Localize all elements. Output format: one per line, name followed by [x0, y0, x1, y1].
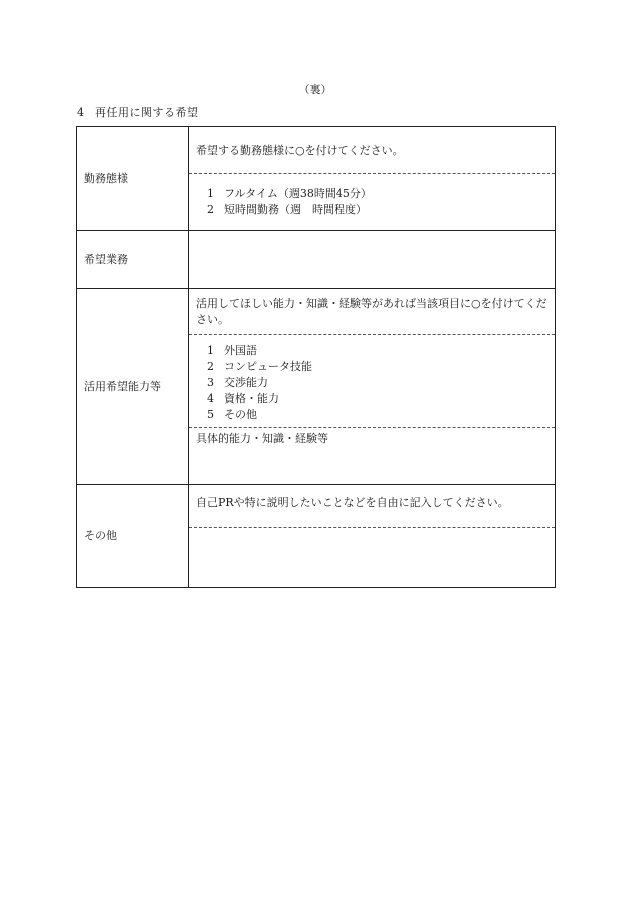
- option-text: 外国語: [224, 344, 257, 357]
- section-number: 4: [77, 106, 85, 119]
- other-label: その他: [77, 485, 189, 587]
- abilities-specific-label: 具体的能力・知識・経験等: [196, 432, 328, 445]
- abilities-label: 活用希望能力等: [77, 289, 189, 484]
- abilities-option-3[interactable]: [196, 375, 548, 391]
- abilities-option-5[interactable]: [196, 407, 548, 423]
- other-instruction: 自己PRや特に説明したいことなどを自由に記入してください。: [196, 496, 509, 509]
- row-desired-work: [77, 230, 555, 288]
- option-number: 2: [207, 359, 214, 373]
- work-style-options[interactable]: [189, 173, 555, 229]
- work-style-option-list: [196, 186, 548, 218]
- request-form-table: [76, 126, 556, 588]
- section-title-text: 再任用に関する希望: [95, 106, 199, 119]
- abilities-option-4[interactable]: [196, 391, 548, 407]
- work-style-instruction: 希望する勤務態様に○を付けてください。: [196, 144, 404, 157]
- work-style-content: [189, 127, 555, 230]
- abilities-specific-field[interactable]: [189, 427, 555, 484]
- row-work-style: [77, 127, 555, 230]
- option-text: その他: [224, 407, 257, 421]
- option-number: 1: [207, 344, 214, 357]
- option-text: 交渉能力: [224, 375, 268, 389]
- abilities-content: [189, 289, 555, 484]
- row-abilities: [77, 288, 555, 484]
- desired-work-field[interactable]: [189, 231, 555, 288]
- abilities-option-2[interactable]: [196, 359, 548, 375]
- section-title: [77, 105, 199, 121]
- option-text: 資格・能力: [224, 391, 279, 405]
- work-style-option-1[interactable]: [196, 186, 548, 202]
- row-other: [77, 484, 555, 587]
- desired-work-label: 希望業務: [77, 231, 189, 288]
- other-content: [189, 485, 555, 587]
- work-style-option-2[interactable]: [196, 202, 548, 218]
- abilities-options[interactable]: [189, 334, 555, 427]
- abilities-option-list: [196, 343, 548, 423]
- option-text: フルタイム（週38時間45分）: [224, 187, 372, 200]
- option-number: 3: [207, 375, 214, 389]
- option-number: 2: [207, 202, 214, 216]
- option-text: 短時間勤務（週 時間程度）: [224, 202, 367, 216]
- work-style-label: 勤務態様: [77, 127, 189, 230]
- option-number: 4: [207, 391, 214, 405]
- abilities-instruction: 活用してほしい能力・知識・経験等があれば当該項目に○を付けてください。: [196, 297, 547, 326]
- page-heading: （裏）: [298, 83, 332, 96]
- option-number: 1: [207, 187, 214, 200]
- abilities-option-1[interactable]: [196, 343, 548, 359]
- other-free-text-field[interactable]: [189, 527, 555, 585]
- option-text: コンピュータ技能: [224, 359, 312, 373]
- option-number: 5: [207, 407, 214, 421]
